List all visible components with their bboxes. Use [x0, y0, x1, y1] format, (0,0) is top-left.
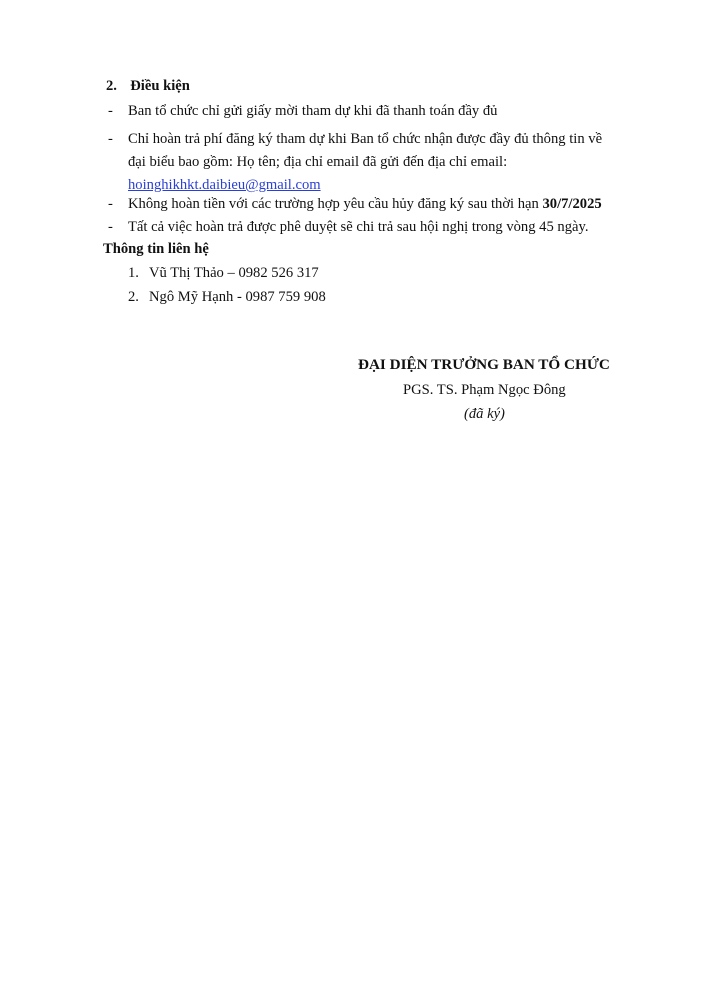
section-heading-text: Điều kiện	[130, 78, 190, 94]
condition-item: Chỉ hoàn trả phí đăng ký tham dự khi Ban tổ chức nhận được đầy đủ thông tin về	[128, 131, 603, 147]
bullet-dash: -	[108, 196, 113, 212]
bullet-dash: -	[108, 131, 113, 147]
bullet-dash: -	[108, 219, 113, 235]
contact-item: Vũ Thị Thảo – 0982 526 317	[149, 265, 319, 281]
section-number: 2.	[106, 78, 117, 94]
contact-number: 2.	[128, 289, 139, 305]
signature-note: (đã ký)	[464, 406, 505, 422]
signature-title: ĐẠI DIỆN TRƯỞNG BAN TỔ CHỨC	[358, 356, 610, 373]
contact-heading: Thông tin liên hệ	[103, 241, 209, 257]
condition-item: Tất cả việc hoàn trả được phê duyệt sẽ chi trả sau hội nghị trong vòng 45 ngày.	[128, 219, 589, 235]
condition-item-continuation: đại biểu bao gồm: Họ tên; địa chỉ email đã gửi đến địa chỉ email:	[128, 154, 508, 170]
condition-item	[128, 195, 602, 213]
email-link-container	[128, 176, 321, 194]
contact-number: 1.	[128, 265, 139, 281]
condition-text: Không hoàn tiền với các trường hợp yêu cầu hủy đăng ký sau thời hạn	[128, 196, 543, 212]
email-link[interactable]: hoinghikhkt.daibieu@gmail.com	[128, 177, 321, 193]
contact-item: Ngô Mỹ Hạnh - 0987 759 908	[149, 289, 326, 305]
bullet-dash: -	[108, 103, 113, 119]
deadline-date: 30/7/2025	[542, 196, 602, 212]
signatory-name: PGS. TS. Phạm Ngọc Đông	[403, 382, 566, 398]
condition-item: Ban tổ chức chỉ gửi giấy mời tham dự khi đã thanh toán đầy đủ	[128, 103, 498, 119]
section-heading	[106, 77, 190, 95]
